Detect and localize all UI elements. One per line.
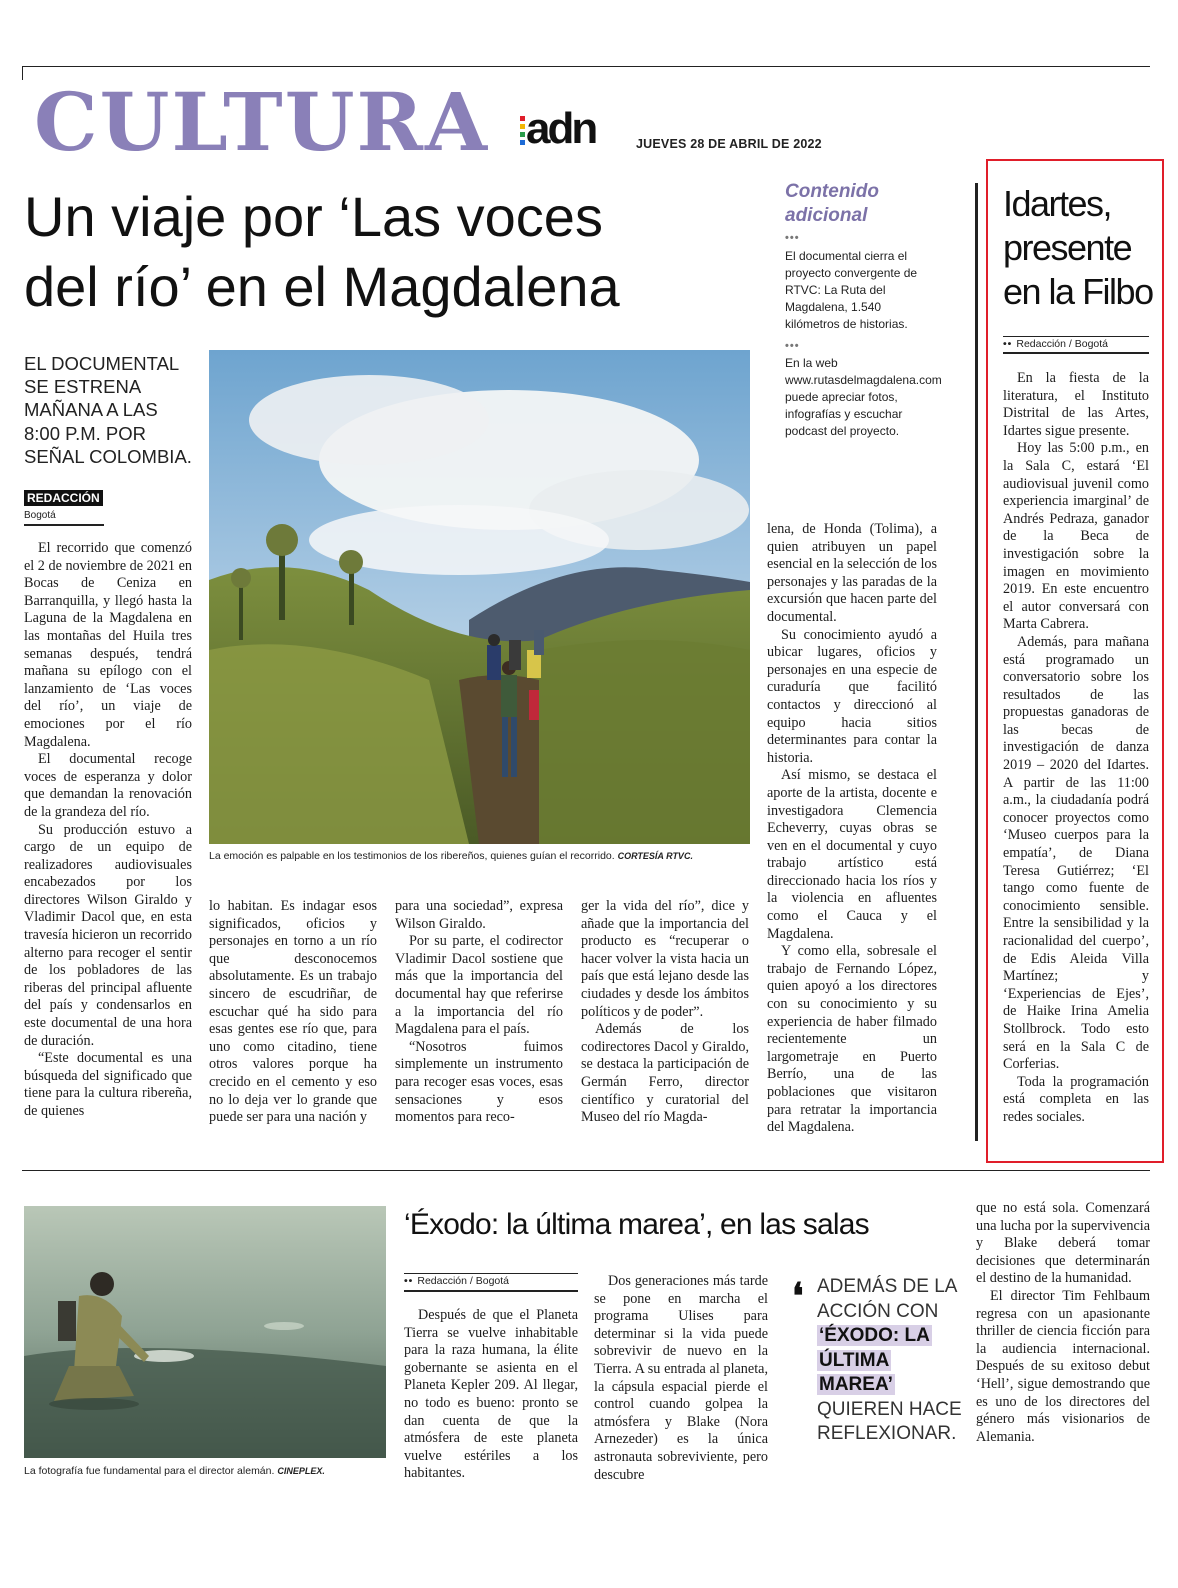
idartes-body: En la fiesta de la literatura, el Instituto Distrital de las Artes, Idartes sigue presente. Hoy las 5:00 p.m., en la Sala C, estará ‘El audiovisual juvenil como experiencia imarginal’ de Andrés Pedraza, ganador de la Beca de investigación sobre la imagen en movimiento 2019. En este encuentro el autor conversará con Marta Cabrera. Además, para mañana está programado un conversatorio sobre los resultados de las propuestas ganadoras de las becas de investigación de danza 2019 – 2020 del Idartes. A partir de las 11:00 a.m., la ciudadanía podrá conocer proyectos como ‘Museo cuerpos para la empatía’, de Diana Teresa Gutiérrez; ‘El tango como fuente de conocimiento sensible. Entre la sensibilidad y la racionalidad del cuerpo’, de Edis Aleida Villa Martínez; y ‘Experiencias de Ejes’, de Haike Irina Amelia Stollbrock. Todo esto será en la Sala C de Corferias. Toda la programación está completa en las redes sociales.	[1003, 370, 1149, 1125]
main-photo-caption: La emoción es palpable en los testimonios de los ribereños, quienes guían el recorrido. CORTESÍA RTVC.	[209, 850, 693, 862]
exodo-rule-bottom	[404, 1290, 578, 1292]
idartes-rule-bottom	[1003, 352, 1149, 354]
main-article-col1: El recorrido que comenzó el 2 de noviembre de 2021 en Bocas de Ceniza en Barranquilla, y llegó hasta la Laguna de la Magdalena en las montañas del Huila tres semanas después, tendrá mañana su epílogo con el lanzamiento de ‘Las voces del río’, un viaje de emociones por el río Magdalena. El documental recoge voces de esperanza y dolor que demandan la renovación de la grandeza del río. Su producción estuvo a cargo de un equipo de realizadores audiovisuales encabezados por los directores Wilson Giraldo y Vladimir Dacol que, en esta travesía hicieron un recorrido alterno para recoger el sentir de los pobladores de las riberas del principal afluente del país y condensarlos en este documental de una hora de duración. “Este documental es una búsqueda del significado que tiene para la cultura ribereña, de quienes	[24, 540, 192, 1119]
section-title: CULTURA	[34, 75, 490, 169]
exodo-col2: Dos generaciones más tarde se pone en marcha el programa Ulises para determinar si la vida puede sobrevivir de nuevo en la Tierra. A su entrada al planeta, la cápsula espacial pierde el control cuando golpea la atmósfera y Blake (Nora Arnezeder) es la única astronauta sobreviviente, pero descubre	[594, 1273, 768, 1483]
byline-rule	[24, 524, 104, 526]
top-rule	[22, 66, 1150, 67]
sidebar-dots-1: •••	[785, 232, 800, 244]
section-divider	[22, 1170, 1150, 1171]
byline-label: REDACCIÓN	[24, 490, 103, 506]
column-separator	[975, 183, 978, 1141]
main-headline: Un viaje por ‘Las voces del río’ en el Magdalena	[24, 185, 620, 318]
exodo-headline: ‘Éxodo: la última marea’, en las salas	[404, 1208, 869, 1241]
exodo-photo	[24, 1206, 386, 1458]
issue-date: JUEVES 28 DE ABRIL DE 2022	[636, 137, 822, 151]
main-photo	[209, 350, 750, 844]
main-article-col2: lo habitan. Es indagar esos significados, oficios y personajes en torno a un río que desconocemos absolutamente. Es un trabajo sincero de escudriñar, de escuchar qué ha sido para esas gentes ese río que, para uno como citadino, tiene otros valores porque ha crecido en el cemento y eso no lo deja ver lo grande que puede ser para una nación y	[209, 898, 377, 1126]
top-rule-tick	[22, 66, 23, 80]
main-article-col3: para una sociedad”, expresa Wilson Giraldo. Por su parte, el codirector Vladimir Dacol sostiene que más que la importancia del documental hay que referirse a la importancia del río Magdalena para el país. “Nosotros fuimos simplemente un instrumento para recoger esas voces, esas sensaciones y esos momentos para reco-	[395, 898, 563, 1126]
exodo-col1: Después de que el Planeta Tierra se vuelve inhabitable para la raza humana, la élite gobernante se asienta en el Planeta Kepler 209. Al llegar, no todo es bueno: pronto se dan cuenta de que la atmósfera de este planeta vuelve estériles a los habitantes.	[404, 1307, 578, 1482]
main-article-col4: ger la vida del río”, dice y añade que la importancia del producto es “recuperar o hacer volver la vista hacia un país que está lejano desde las ciudades y desde los ámbitos políticos y de poder”. Además de los codirectores Dacol y Giraldo, se destaca la participación de Germán Ferro, director científico y curatorial del Museo del río Magda-	[581, 898, 749, 1126]
sidebar-title: Contenido adicional	[785, 181, 879, 226]
sidebar-item-1: El documental cierra el proyecto convergente de RTVC: La Ruta del Magdalena, 1.540 kilómetros de historias.	[785, 249, 918, 331]
idartes-rule-top	[1003, 336, 1149, 337]
quote-mark-icon: ❛	[792, 1275, 804, 1317]
idartes-byline: •• Redacción / Bogotá	[1003, 338, 1109, 350]
main-deck: EL DOCUMENTAL SE ESTRENA MAÑANA A LAS 8:00 P.M. POR SEÑAL COLOMBIA.	[24, 353, 192, 467]
exodo-byline: •• Redacción / Bogotá	[404, 1275, 510, 1287]
exodo-pull-quote: ADEMÁS DE LA ACCIÓN CON ‘ÉXODO: LA ÚLTIMA MAREA’ QUIEREN HACE REFLEXIONAR.	[817, 1276, 962, 1444]
sidebar-dots-2: •••	[785, 340, 800, 352]
main-article-col5: lena, de Honda (Tolima), a quien atribuyen un papel esencial en la selección de los personajes y las paradas de la excursión que hacen parte del documental. Su conocimiento ayudó a ubicar lugares, oficios y personajes en una especie de curaduría que facilitó contactos y direccionó al equipo hacia sitios determinantes para contar la historia. Así mismo, se destaca el aporte de la artista, docente e investigadora Clemencia Echeverry, cuyas obras se ven en el documental y cuyo trabajo artístico está direccionado hacia los ríos y la violencia en afluentes como el Cauca y el Magdalena. Y como ella, sobresale el trabajo de Fernando López, quien apoyó a los directores con su conocimiento y su experiencia de haber filmado recientemente un largometraje en Puerto Berrío, una de las poblaciones que visitaron para retratar la importancia del Magdalena.	[767, 521, 937, 1136]
byline-city: Bogotá	[24, 510, 56, 521]
exodo-photo-caption: La fotografía fue fundamental para el director alemán. CINEPLEX.	[24, 1465, 325, 1477]
exodo-col3: que no está sola. Comenzará una lucha por la supervivencia y Blake deberá tomar decisiones que determinarán el destino de la humanidad. El director Tim Fehlbaum regresa con un apasionante thriller de ciencia ficción para la audiencia internacional. Después de su exitoso debut ‘Hell’, sigue demostrando que es uno de los directores del género más visionarios de Alemania.	[976, 1200, 1150, 1445]
exodo-rule-top	[404, 1273, 578, 1274]
sidebar-item-2: En la web www.rutasdelmagdalena.com puede apreciar fotos, infografías y escuchar podcast del proyecto.	[785, 356, 942, 438]
idartes-headline: Idartes, presente en la Filbo	[1003, 183, 1153, 312]
